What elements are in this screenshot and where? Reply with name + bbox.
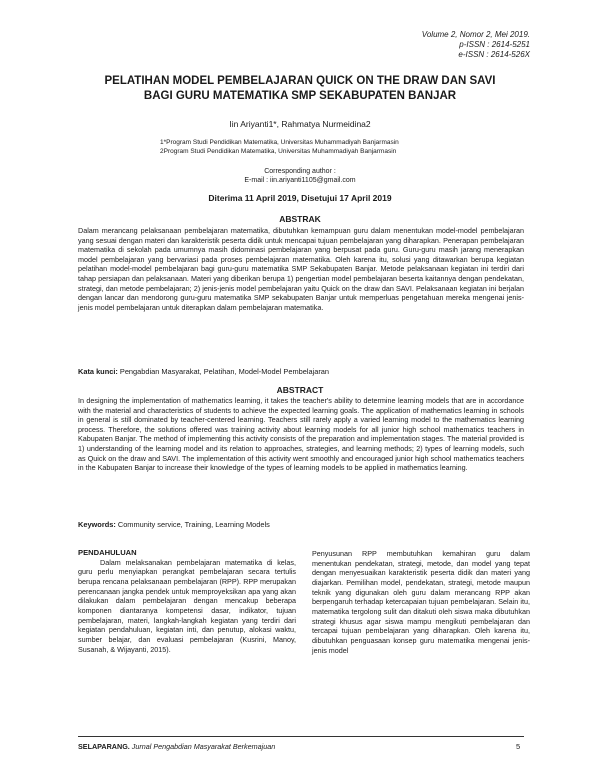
journal-full-title: Jurnal Pengabdian Masyarakat Berkemajuan [129,742,276,751]
affiliation-1: 1*Program Studi Pendidikan Matematika, Universitas Muhammadiyah Banjarmasin [160,139,399,146]
abstrak-body: Dalam merancang pelaksanaan pembelajaran matematika, dibutuhkan kemampuan guru dalam menentukan model-model pembelajaran yang sesuai dengan materi dan karakteristik peserta didik untuk mencapai tujuan pembelajaran yang diharapkan. Penerapan pembelajaran matematika di sekolah pada umumnya masih didominasi pembelajaran yang berpusat pada guru. Guru-guru masih jarang menerapkan model pembelajaran yang bervariasi pada proses pembelajaran matematika. Oleh karena itu, solusi yang ditawarkan berupa kegiatan pelatihan model-model pembelajaran bagi guru-guru matematika SMP Sekabupaten Banjar. Metode pelaksanaan kegiatan ini terdiri dari tahap persiapan dan pelaksanaan. Materi yang diberikan berupa 1) pengertian model pembelajaran beserta kaitannya dengan pendekatan, strategi, dan metode pembelajaran; 2) jenis-jenis model pembelajaran yaitu Quick on the draw dan SAVI. Pelaksanaan kegiatan ini berjalan dengan lancar dan mendorong guru-guru matematika SMP sekabupaten Banjar untuk memperluas pengetahuan mereka mengenai jenis-jenis model pembelajaran untuk diterapkan dalam pembelajaran matematika. [78,226,524,312]
pendahuluan-heading: PENDAHULUAN [78,548,137,557]
corresponding-author [60,167,540,185]
abstract-body: In designing the implementation of mathematics learning, it takes the teacher's ability to determine learning models that are in accordance with the material and characteristics of students to achieve the expected learning goals. The application of mathematics learning in schools in general is still dominated by teacher-centered learning. Teachers still rarely apply a varied learning model to the mathematics learning process. Therefore, the solutions offered was training activity about learning models for all junior high school mathematics teachers in Kabupaten Banjar. The method of implementing this activity consists of the preparation and implementation stages. The material provided is 1) understanding of the learning model and its relation to approaches, strategies, and learning methods; 2) types of learning models, such as Quick on the draw and SAVI. The implementation of this activity went smoothly and encouraged junior high school mathematics teachers in the Kabupaten Banjar to increase their knowledge of the types of learning models to be applied in mathematics learning. [78,396,524,473]
left-column [78,548,296,654]
affiliation-2: 2Program Studi Pendidikan Matematika, Universitas Muhammadiyah Banjarmasin [160,148,397,155]
journal-short-name: SELAPARANG. [78,742,130,751]
author-list: Iin Ariyanti1*, Rahmatya Nurmeidina2 [229,119,371,129]
corresponding-label: Corresponding author : [264,168,336,175]
title-line-1: PELATIHAN MODEL PEMBELAJARAN QUICK ON THE DRAW DAN SAVI [104,75,496,87]
kata-kunci-value: Pengabdian Masyarakat, Pelatihan, Model-Model Pembelajaran [117,367,330,376]
right-column [312,549,530,655]
footer-divider [78,736,524,737]
abstrak-heading: ABSTRAK [279,214,321,224]
submission-dates: Diterima 11 April 2019, Disetujui 17 April 2019 [208,193,392,203]
kata-kunci [78,367,524,376]
footer-journal [78,742,275,751]
corresponding-email: E-mail : iin.ariyanti1105@gmail.com [244,177,356,184]
keywords [78,520,524,529]
journal-meta [422,30,530,60]
abstract-heading: ABSTRACT [276,385,324,395]
pendahuluan-right-text: Penyusunan RPP membutuhkan kemahiran guru dalam menentukan pendekatan, strategi, metode, dan model yang tepat dengan menyesuaikan karakteristik peserta didik dan materi yang diajarkan. Pemilihan model, pendekatan, strategi, metode maupun teknik yang digunakan oleh guru dalam merancang RPP akan berpengaruh terhadap ketercapaian tujuan pembelajaran. Selain itu, matematika tergolong sulit dan ditakuti oleh siswa maka dibutuhkan strategi khusus agar siswa mampu mengikuti pembelajaran dan tercapai tujuan pembelajaran yang diharapkan. Oleh karena itu, dibutuhkan penguasaan konsep guru matematika mengenai jenis-jenis model [312,549,530,655]
pendahuluan-left-text: Dalam melaksanakan pembelajaran matematika di kelas, guru perlu menyiapkan perangkat pembelajaran secara tertulis berupa rencana pelaksanaan pembelajaran (RPP). RPP merupakan perencanaan jangka pendek untuk memproyeksikan apa yang akan dilakukan dalam pembelajaran dengan mencakup beberapa komponen diantaranya kompetensi dasar, indikator, tujuan pembelajaran, materi, langkah-langkah kegiatan yang terdiri dari kegiatan pendahuluan, kegiatan inti, dan penutup, alokasi waktu, sumber belajar, dan evaluasi pembelajaran (Kusrini, Manoy, Susanah, & Wijayanti, 2015). [78,557,296,654]
kata-kunci-label: Kata kunci: [78,367,118,376]
page-number: 5 [516,742,521,751]
print-issn: p-ISSN : 2614-5251 [459,40,530,49]
keywords-value: Community service, Training, Learning Models [115,520,270,529]
paper-title [60,74,540,104]
keywords-label: Keywords: [78,520,116,529]
volume-info: Volume 2, Nomor 2, Mei 2019. [421,30,530,39]
title-line-2: BAGI GURU MATEMATIKA SMP SEKABUPATEN BANJAR [143,90,457,102]
affiliations [160,138,399,156]
electronic-issn: e-ISSN : 2614-526X [458,50,530,59]
